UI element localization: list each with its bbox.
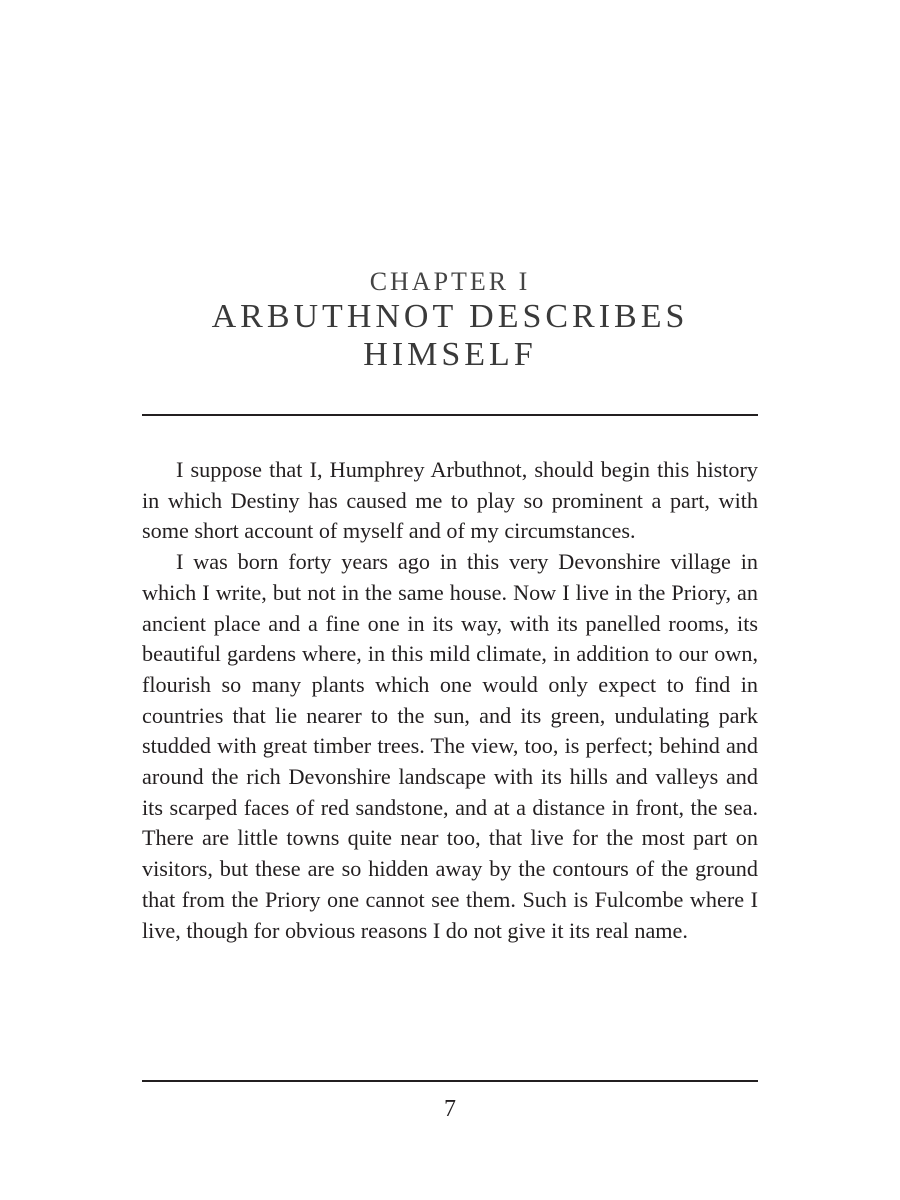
chapter-title-line-2: HIMSELF (363, 336, 537, 373)
paragraph-2: I was born forty years ago in this very Devonshire village in which I write, but not in the same house. Now I live in the Priory, an ancient place and a fine one in its way, with its panelled rooms, its beautiful gardens where, in this mild climate, in addition to our own, flourish so many plants which one would only expect to find in countries that lie nearer to the sun, and its green, undulating park studded with great timber trees. The view, too, is perfect; behind and around the rich Devonshire landscape with its hills and valleys and its scarped faces of red sandstone, and at a distance in front, the sea. There are little towns quite near too, that live for the most part on visitors, but these are so hidden away by the contours of the ground that from the Priory one cannot see them. Such is Fulcombe where I live, though for obvious reasons I do not give it its real name. (142, 549, 758, 943)
top-divider (142, 414, 758, 416)
page-number: 7 (444, 1096, 456, 1122)
chapter-number: CHAPTER I (369, 267, 531, 296)
body-text (142, 455, 758, 946)
chapter-title (0, 298, 900, 374)
chapter-title-line-1: ARBUTHNOT DESCRIBES (211, 298, 689, 335)
bottom-divider (142, 1080, 758, 1082)
paragraph-1: I suppose that I, Humphrey Arbuthnot, should begin this history in which Destiny has caused me to play so prominent a part, with some short account of myself and of my circumstances. (142, 457, 758, 544)
